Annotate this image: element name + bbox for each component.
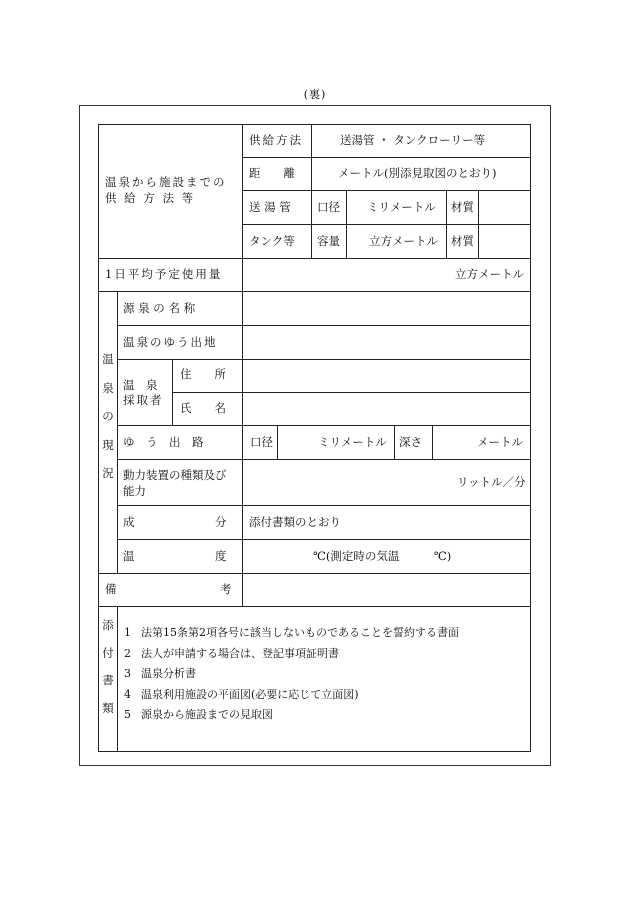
- supply-pipe-bore-unit: ミリメートル: [367, 200, 436, 214]
- status-side-label: 温 泉 の 現 況: [102, 352, 114, 480]
- supply-pipe-label: 送 湯 管: [249, 200, 291, 214]
- collector-label-line1: 温 泉: [123, 378, 158, 392]
- temperature-value: ℃(測定時の気温 ℃): [313, 549, 452, 563]
- list-item: 3 温泉分析書: [124, 667, 196, 680]
- daily-use-label: 1日平均予定使用量: [105, 267, 223, 281]
- composition-label: 成 分: [123, 515, 227, 529]
- list-item: 4 温泉利用施設の平面図(必要に応じて立面図): [124, 687, 359, 701]
- outflow-bore-unit: ミリメートル: [318, 435, 387, 449]
- list-item: 1 法第15条第2項各号に該当しないものであることを誓約する書面: [124, 626, 459, 639]
- power-label-line2: 能力: [123, 484, 146, 498]
- remarks-label: 備 考: [105, 582, 232, 596]
- supply-method-label: 供給方法: [249, 133, 303, 147]
- composition-value: 添付書類のとおり: [249, 515, 341, 529]
- supply-tank-material-label: 材質: [451, 234, 474, 248]
- source-location-label: 温泉のゆう出地: [123, 335, 218, 349]
- temperature-label: 温 度: [123, 549, 227, 563]
- outflow-depth-label: 深さ: [399, 435, 422, 449]
- supply-pipe-bore-label: 口径: [317, 200, 340, 214]
- outflow-bore-label: 口径: [250, 435, 273, 449]
- supply-distance-value: メートル(別添見取図のとおり): [338, 166, 497, 180]
- name-label: 氏 名: [180, 401, 226, 415]
- address-label: 住 所: [180, 367, 226, 381]
- list-item: 2 法人が申請する場合は、登記事項証明書: [124, 646, 339, 660]
- supply-method-value: 送湯管 ・ タンクローリー等: [340, 133, 486, 147]
- supply-label-line1: 温泉から施設までの: [105, 175, 227, 189]
- power-unit: リットル／分: [457, 475, 526, 489]
- attachments-list: [124, 624, 459, 727]
- attachments-side-label: 添 付 書 類: [102, 618, 114, 715]
- outflow-depth-unit: メートル: [477, 435, 523, 449]
- outflow-label: ゆ う 出 路: [123, 435, 204, 449]
- page-title: (裏): [303, 88, 327, 101]
- supply-pipe-material-label: 材質: [451, 200, 474, 214]
- supply-tank-label: タンク等: [249, 234, 295, 248]
- list-item: 5 源泉から施設までの見取図: [124, 708, 273, 721]
- daily-use-unit: 立方メートル: [455, 267, 524, 281]
- collector-label-line2: 採取者: [123, 393, 164, 407]
- supply-label-line2: 供 給 方 法 等: [105, 191, 196, 205]
- supply-distance-label: 距 離: [249, 166, 295, 180]
- supply-tank-capacity-unit: 立方メートル: [369, 234, 438, 248]
- power-label-line1: 動力装置の種類及び: [123, 468, 227, 482]
- source-name-label: 源 泉 の 名 称: [123, 301, 196, 315]
- supply-tank-capacity-label: 容量: [317, 234, 340, 248]
